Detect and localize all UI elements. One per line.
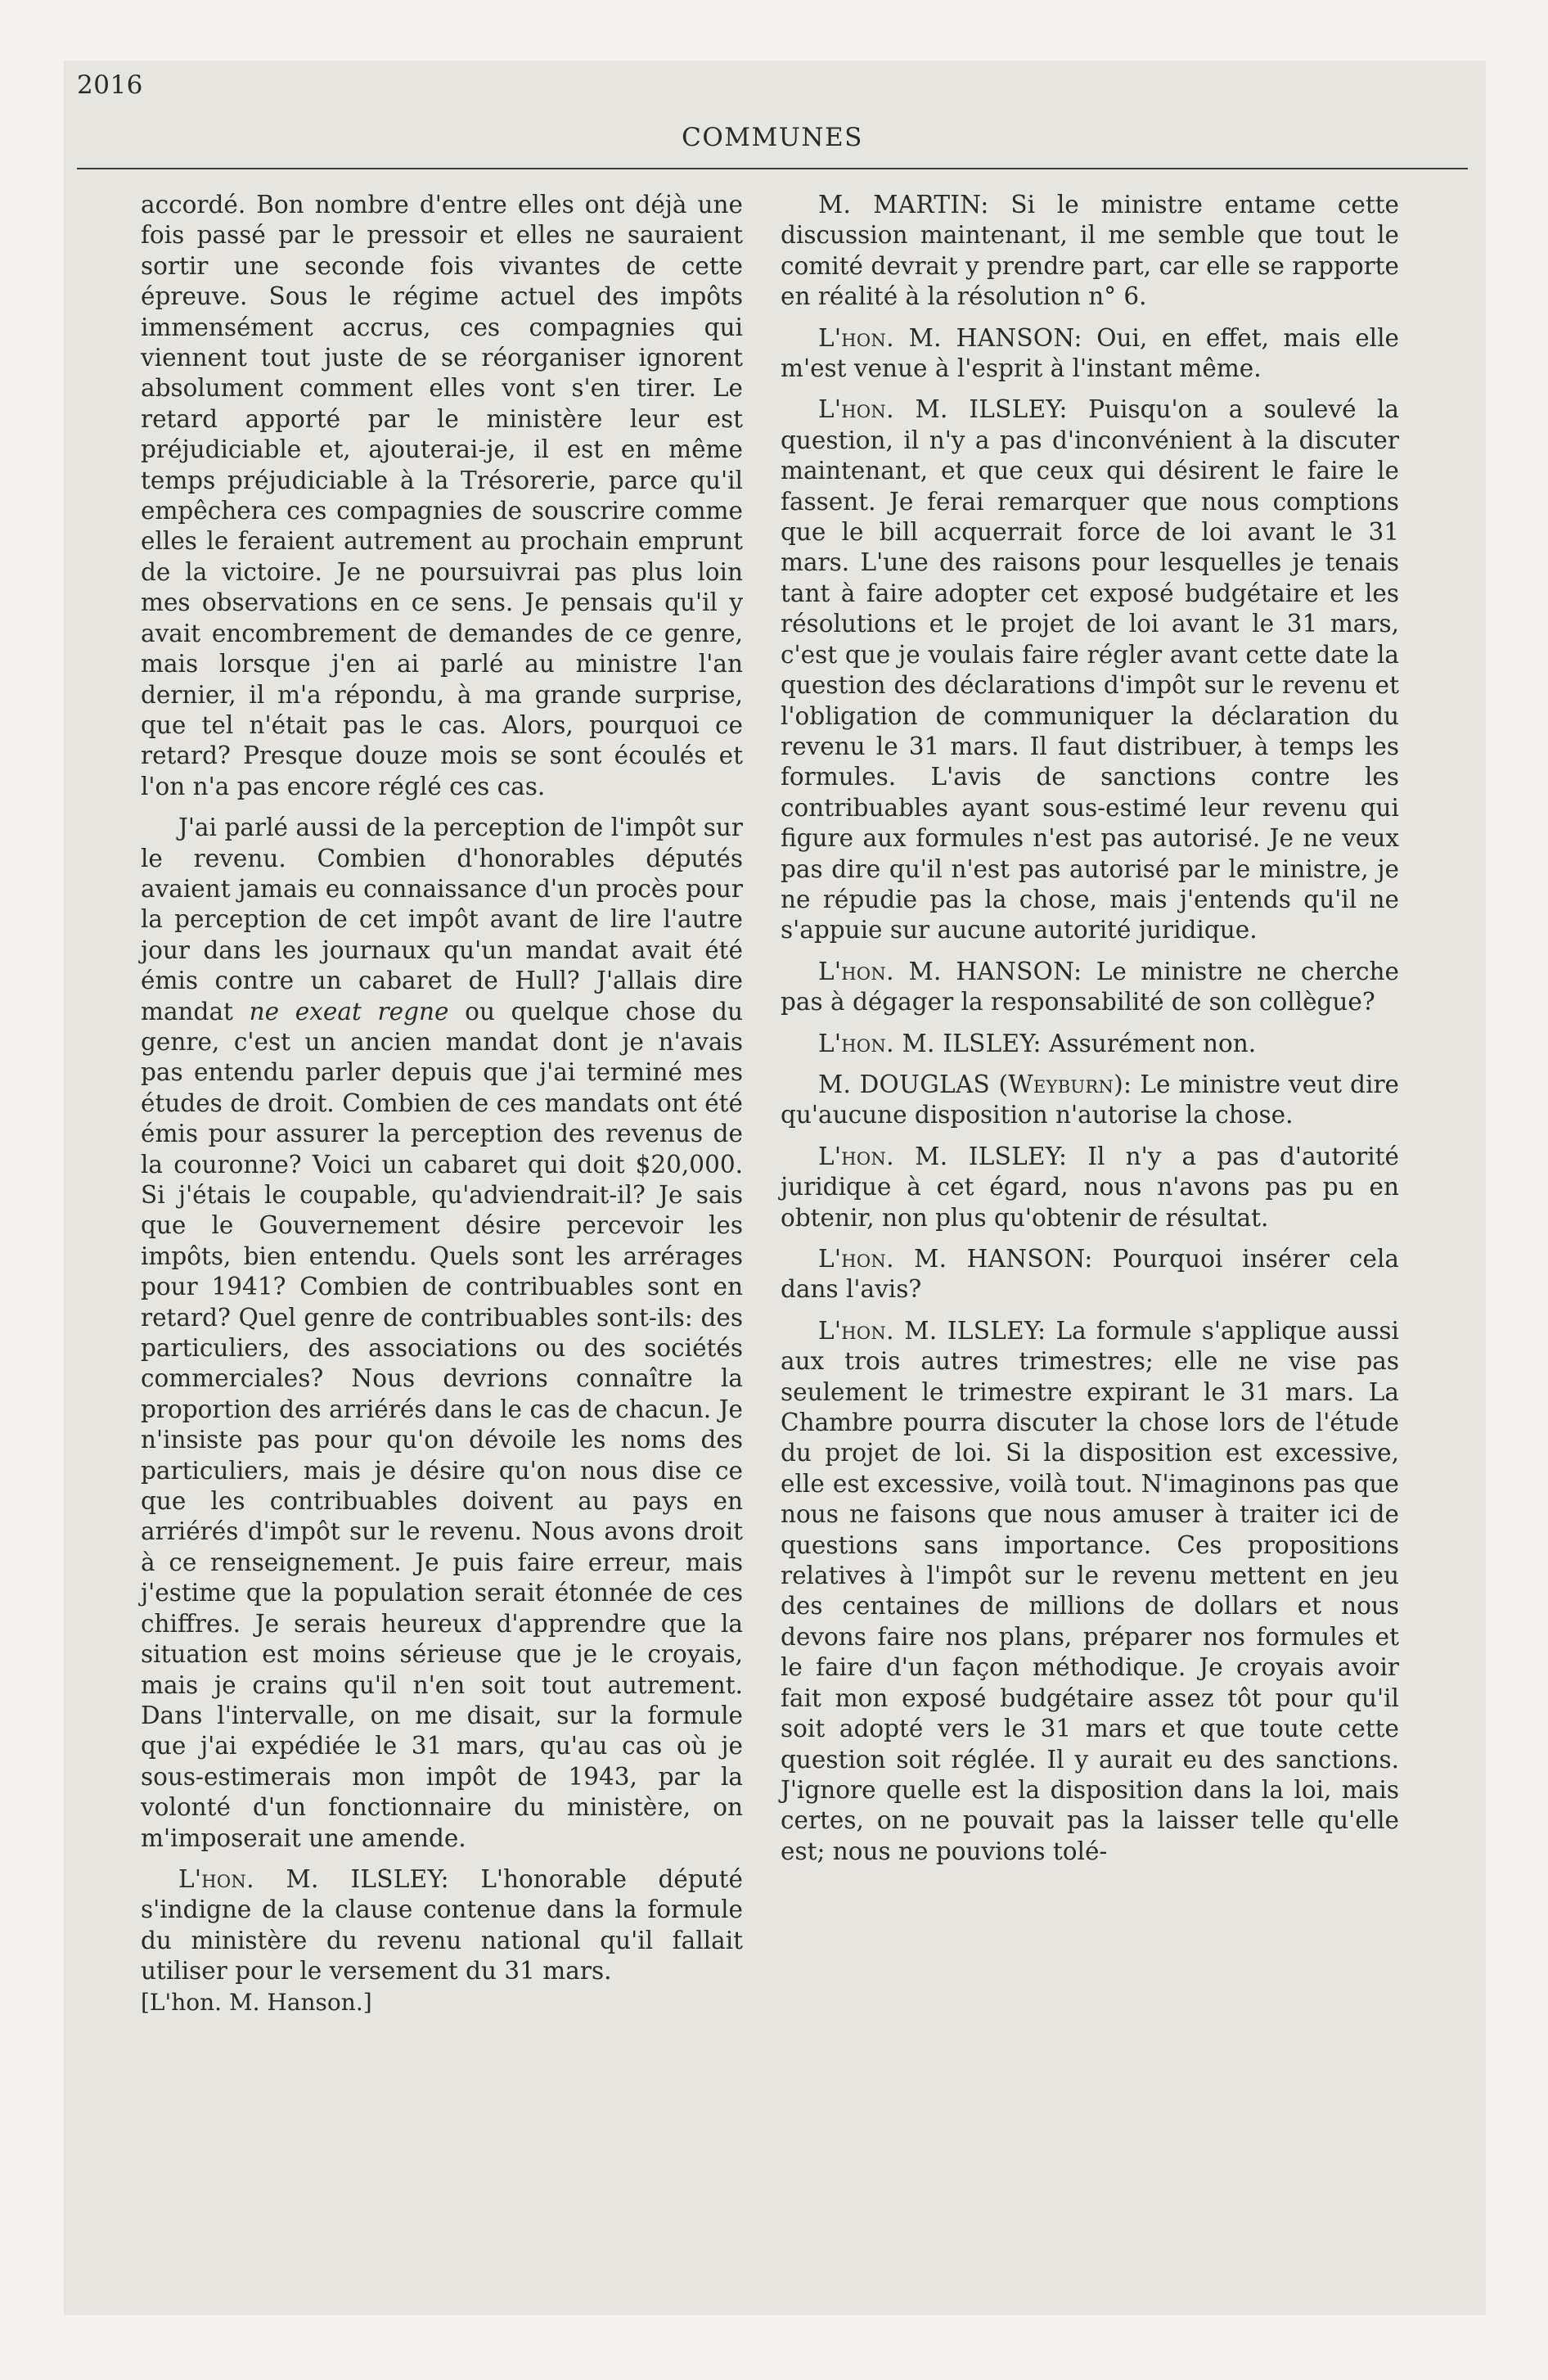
speaker-name: M. MARTIN: [818,191,989,219]
paragraph-text: ou quelque chose du genre, c'est un ancien mandat dont je n'avais pas entendu parler depuis que j'ai terminé mes études de droit. Combien de ces mandats ont été émis pour assurer la perception des revenus de la couronne? Voici un cabaret qui doit $20,000. Si j'étais le coupable, qu'adviendrait-il? Je sais que le Gouvernement désire percevoir les impôts, bien entendu. Quels sont les arrérages pour 1941? Combien de contribuables sont en retard? Quel genre de contribuables sont-ils: des particuliers, des associations ou des sociétés commerciales? Nous devrions connaître la proportion des arriérés dans le cas de chacun. Je n'insiste pas pour qu'on dévoile les noms des particuliers, mais je désire qu'on nous dise ce que les contribuables doivent au pays en arriérés d'impôt sur le revenu. Nous avons droit à ce renseignement. Je puis faire erreur, mais j'estime que la population serait étonnée de ces chiffres. Je serais heureux d'apprendre que la situation est moins sérieuse que je le croyais, mais je crains qu'il n'en soit tout autrement. Dans l'intervalle, on me disait, sur la formule que j'ai expédiée le 31 mars, qu'au cas où je sous-estimerais mon impôt de 1943, par la volonté d'un fonctionnaire du ministère, on m'imposerait une amende. [141,997,744,1852]
speaker-name: M. DOUGLAS (Weyburn): [818,1070,1132,1098]
speech-text: Assurément non. [1041,1029,1257,1057]
left-column [141,190,743,2017]
header-rule [77,168,1468,169]
signature: [L'hon. M. Hanson.] [141,1988,372,2016]
section-title: COMMUNES [682,123,863,152]
speech-paragraph [781,1142,1399,1233]
speech-paragraph [781,190,1399,313]
speaker-name: L'hon. M. HANSON: [818,957,1082,985]
speech-paragraph [781,957,1399,1018]
latin-term: ne exeat regne [249,997,449,1025]
speaker-name: L'hon. M. ILSLEY: [818,1142,1068,1170]
speech-paragraph [141,1864,743,1987]
speaker-name: L'hon. M. HANSON: [818,323,1082,352]
speech-text: La formule s'applique aussi aux trois autres trimestres; elle ne vise pas seulement le trimestre expirant le 31 mars. La Chambre pourra discuter la chose lors de l'étude du projet de loi. Si la disposition est excessive, elle est excessive, voilà tout. N'imaginons pas que nous ne faisons que nous amuser à traiter ici de questions sans importance. Ces propositions relatives à l'impôt sur le revenu mettent en jeu des centaines de millions de dollars et nous devons faire nos plans, préparer nos formules et le faire d'un façon méthodique. Je croyais avoir fait mon exposé budgétaire assez tôt pour qu'il soit adopté vers le 31 mars et que toute cette question soit réglée. Il y aurait eu des sanctions. J'ignore quelle est la disposition dans la loi, mais certes, on ne pouvait pas la laisser telle qu'elle est; nous ne pouvions tolé- [781,1316,1399,1865]
paragraph [141,813,743,1854]
speech-paragraph [781,1244,1399,1305]
speech-text: Il n'y a pas d'autorité juridique à cet égard, nous n'avons pas pu en obtenir, non plus qu'obtenir de résultat. [781,1142,1399,1232]
speech-text: Si le ministre entame cette discussion maintenant, il me semble que tout le comité devrait y prendre part, car elle se rapporte en réalité à la résolution n° 6. [781,191,1399,311]
paragraph: accordé. Bon nombre d'entre elles ont déjà une fois passé par le pressoir et elles ne sauraient sortir une seconde fois vivantes de cette épreuve. Sous le régime actuel des impôts immensément accrus, ces compagnies qui viennent tout juste de se réorganiser ignorent absolument comment elles vont s'en tirer. Le retard apporté par le ministère leur est préjudiciable et, ajouterai-je, il est en même temps préjudiciable à la Trésorerie, parce qu'il empêchera ces compagnies de souscrire comme elles le feraient autrement au prochain emprunt de la victoire. Je ne poursuivrai pas plus loin mes observations en ce sens. Je pensais qu'il y avait encombrement de demandes de ce genre, mais lorsque j'en ai parlé au ministre l'an dernier, il m'a répondu, à ma grande surprise, que tel n'était pas le cas. Alors, pourquoi ce retard? Presque douze mois se sont écoulés et l'on n'a pas encore réglé ces cas. [141,191,743,800]
speech-paragraph [781,1316,1399,1867]
page-header [77,70,1468,152]
paragraph-text: J'ai parlé aussi de la perception de l'impôt sur le revenu. Combien d'honorables députés avaient jamais eu connaissance d'un procès pour la perception de cet impôt avant de lire l'autre jour dans les journaux qu'un mandat avait été émis contre un cabaret de Hull? J'allais dire mandat [141,814,743,1025]
speech-paragraph [781,1029,1399,1059]
speaker-name: L'hon. M. ILSLEY: [818,1316,1046,1345]
speech-text: Le ministre ne cherche pas à dégager la responsabilité de son collègue? [781,957,1399,1016]
right-column [781,190,1399,1867]
speech-paragraph [781,394,1399,945]
speaker-name: L'hon. M. ILSLEY: [818,395,1068,424]
speech-text: L'honorable député s'indigne de la clause contenue dans la formule du ministère du revenu national qu'il fallait utiliser pour le versement du 31 mars. [141,1864,743,1986]
speaker-name: L'hon. M. ILSLEY: [818,1029,1042,1057]
speech-text: Puisqu'on a soulevé la question, il n'y a pas d'inconvénient à la discuter maintenant, et que ceux qui désirent le faire le fassent. Je ferai remarquer que nous comptions que le bill acquerrait force de loi avant le 31 mars. L'une des raisons pour lesquelles je tenais tant à faire adopter cet exposé budgétaire et les résolutions et le projet de loi avant le 31 mars, c'est que je voulais faire régler avant cette date la question des déclarations d'impôt sur le revenu et l'obligation de communiquer la déclaration du revenu le 31 mars. Il faut distribuer, à temps les formules. L'avis de sanctions contre les contribuables ayant sous-estimé leur revenu qui figure aux formules n'est pas autorisé. Je ne veux pas dire qu'il n'est pas autorisé par le ministre, je ne répudie pas la chose, mais j'entends qu'il ne s'appuie sur aucune autorité juridique. [781,395,1400,944]
speech-paragraph [781,323,1399,385]
speaker-name: L'hon. M. HANSON: [818,1245,1093,1273]
speaker-name: L'hon. M. ILSLEY: [178,1864,449,1893]
speech-text: Le ministre veut dire qu'aucune disposition n'autorise la chose. [781,1070,1400,1129]
speech-text: Pourquoi insérer cela dans l'avis? [781,1245,1400,1304]
page-number: 2016 [77,70,143,100]
speech-paragraph [781,1070,1399,1131]
speech-text: Oui, en effet, mais elle m'est venue à l'esprit à l'instant même. [781,323,1399,383]
